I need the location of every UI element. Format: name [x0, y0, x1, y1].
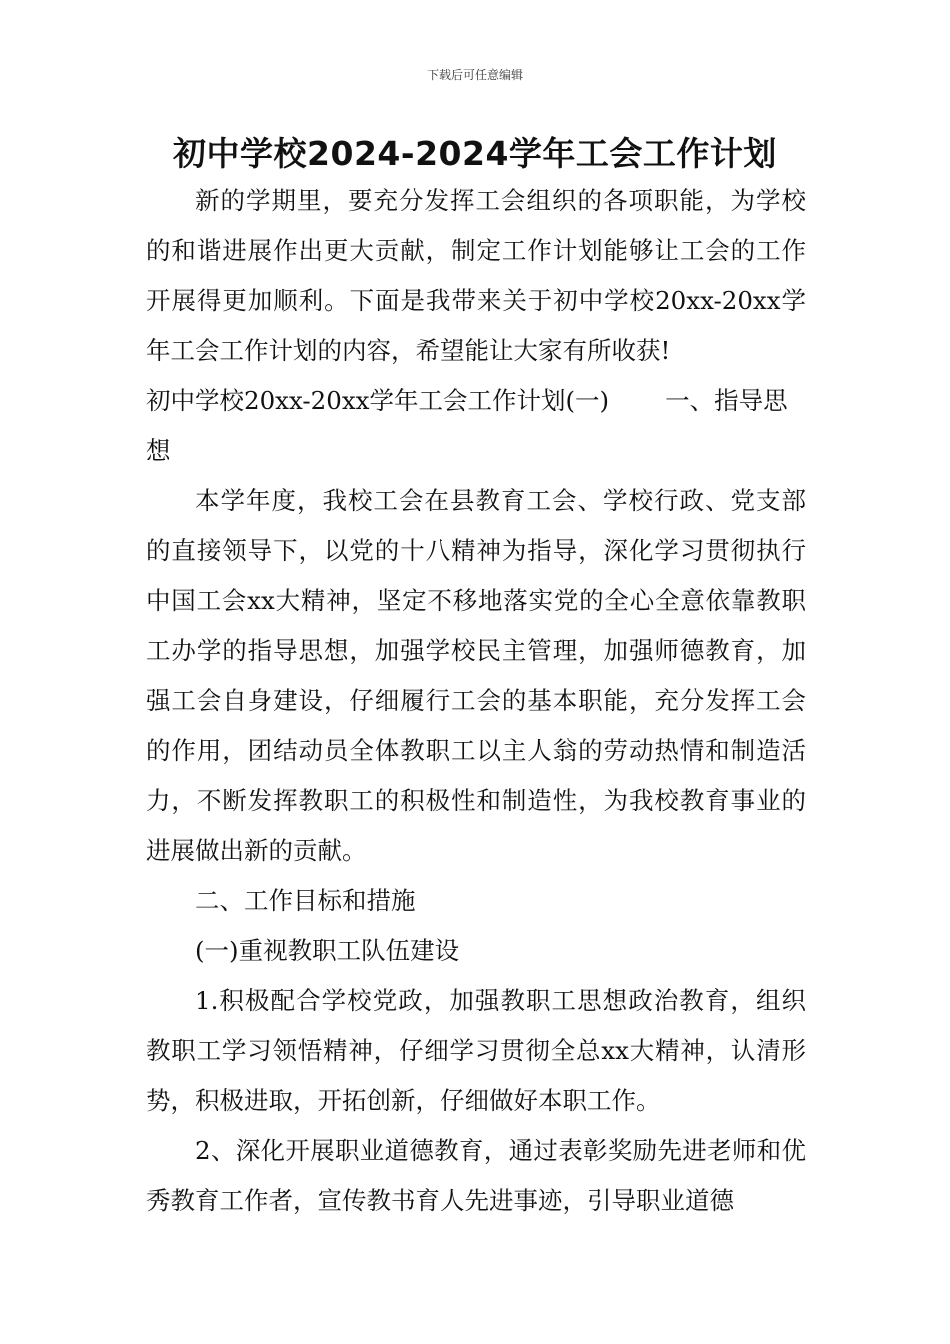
section-heading-line: [146, 376, 806, 426]
intro-paragraph: 新的学期里，要充分发挥工会组织的各项职能，为学校的和谐进展作出更大贡献，制定工作计划能够让工会的工作开展得更加顺利。下面是我带来关于初中学校20xx-20xx学年工会工作计划的内容，希望能让大家有所收获!: [146, 186, 806, 365]
section-two-title: 二、工作目标和措施: [195, 886, 416, 915]
header-note: 下载后可任意编辑: [426, 68, 523, 82]
item-1-paragraph: 1.积极配合学校党政，加强教职工思想政治教育，组织教职工学习领悟精神，仔细学习贯彻全总xx大精神，认清形势，积极进取，开拓创新，仔细做好本职工作。: [146, 986, 806, 1115]
section-one-title-continued: 想: [146, 436, 171, 465]
document-body: [146, 176, 806, 1226]
section-heading: 初中学校20xx-20xx学年工会工作计划(一): [146, 386, 610, 415]
guiding-paragraph: 本学年度，我校工会在县教育工会、学校行政、党支部的直接领导下，以党的十八精神为指导，深化学习贯彻执行中国工会xx大精神，坚定不移地落实党的全心全意依靠教职工办学的指导思想，加强学校民主管理，加强师德教育，加强工会自身建设，仔细履行工会的基本职能，充分发挥工会的作用，团结动员全体教职工以主人翁的劳动热情和制造活力，不断发挥教职工的积极性和制造性，为我校教育事业的进展做出新的贡献。: [146, 486, 806, 865]
section-one-title: 一、指导思: [665, 386, 788, 415]
document-title: 初中学校2024-2024学年工会工作计划: [173, 134, 777, 173]
subsection-one-title: (一)重视教职工队伍建设: [195, 936, 460, 965]
item-2-paragraph: 2、深化开展职业道德教育，通过表彰奖励先进老师和优秀教育工作者，宣传教书育人先进事迹，引导职业道德: [146, 1136, 806, 1215]
